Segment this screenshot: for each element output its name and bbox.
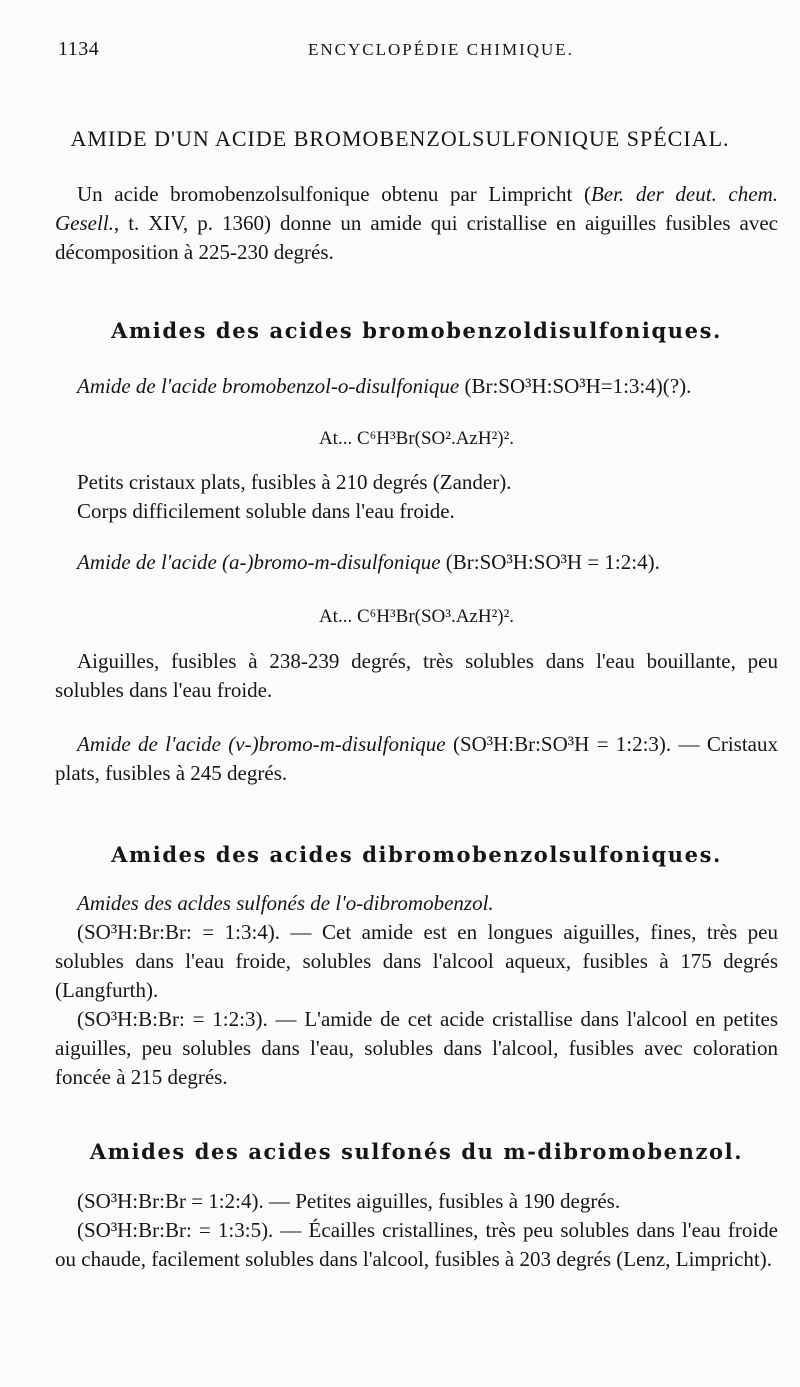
- section-title-m-dibromobenzol: Amides des acides sulfonés du m-dibromobenzol.: [89, 1139, 744, 1164]
- section-title-dibromobenzolsulfoniques: Amides des acides dibromobenzolsulfoniques.: [111, 842, 722, 867]
- paragraph-text: Un acide bromobenzolsulfonique obtenu par Limpricht (: [77, 182, 591, 206]
- journal-reference: Ber. der deut. chem. Gesell.: [55, 182, 778, 235]
- section-3-body: [55, 889, 778, 1092]
- paragraph-limpricht: [55, 180, 778, 267]
- ratio: (Br:SO³H:SO³H = 1:2:4).: [445, 550, 660, 574]
- paragraph-text: (SO³H:Br:Br: = 1:3:4). — Cet amide est en longues aiguilles, fines, très peu solubles dans l'eau froide, solubles dans l'alcool aqueux, fusibles à 175 degrés (Langfurth).: [55, 920, 778, 1002]
- amide-3-paragraph: [55, 730, 778, 788]
- amide-name: Amide de l'acide (v-)bromo-m-disulfonique: [77, 732, 446, 756]
- amide-name: Amide de l'acide bromobenzol-o-disulfonique: [77, 374, 460, 398]
- amide-1-description: [55, 468, 778, 526]
- page-number: 1134: [58, 38, 100, 60]
- description-line: Corps difficilement soluble dans l'eau froide.: [77, 499, 455, 523]
- amide-1-formula: At... C⁶H³Br(SO².AzH²)².: [318, 428, 515, 449]
- paragraph-text: (SO³H:B:Br: = 1:2:3). — L'amide de cet acide cristallise dans l'alcool en petites aiguilles, peu solubles dans l'eau, solubles dans l'alcool, fusibles avec coloration foncée à 215 degrés.: [55, 1007, 778, 1089]
- section-title-disulfoniques: Amides des acides bromobenzoldisulfoniques.: [111, 318, 722, 343]
- amide-name: Amide de l'acide (a-)bromo-m-disulfonique: [77, 550, 441, 574]
- section-4-body: [55, 1187, 778, 1274]
- description-line: Petits cristaux plats, fusibles à 210 degrés (Zander).: [77, 470, 512, 494]
- amide-2-formula: At... C⁶H³Br(SO³.AzH²)².: [318, 606, 515, 627]
- amide-1-heading: [55, 372, 778, 401]
- ratio: (Br:SO³H:SO³H=1:3:4)(?).: [464, 374, 692, 398]
- paragraph-text: , t. XIV, p. 1360) donne un amide qui cristallise en aiguilles fusibles avec décomposition à 225-230 degrés.: [55, 211, 778, 264]
- running-title: ENCYCLOPÉDIE CHIMIQUE.: [308, 40, 574, 59]
- paragraph-text: (SO³H:Br:Br = 1:2:4). — Petites aiguilles, fusibles à 190 degrés.: [77, 1189, 621, 1213]
- paragraph-text: (SO³H:Br:Br: = 1:3:5). — Écailles cristallines, très peu solubles dans l'eau froide ou chaude, facilement solubles dans l'alcool, fusibles à 203 degrés (Lenz, Limpricht).: [55, 1218, 778, 1271]
- paragraph-text: (SO³H:Br:SO³H = 1:2:3). — Cristaux plats, fusibles à 245 degrés.: [55, 732, 778, 785]
- running-header: [58, 38, 760, 68]
- section-title-special-amide: AMIDE D'UN ACIDE BROMOBENZOLSULFONIQUE SPÉCIAL.: [70, 126, 730, 151]
- amide-2-heading: [55, 548, 778, 577]
- subsection-title: Amides des acldes sulfonés de l'o-dibromobenzol.: [77, 891, 494, 915]
- amide-2-description: Aiguilles, fusibles à 238-239 degrés, très solubles dans l'eau bouillante, peu solubles dans l'eau froide.: [55, 649, 778, 702]
